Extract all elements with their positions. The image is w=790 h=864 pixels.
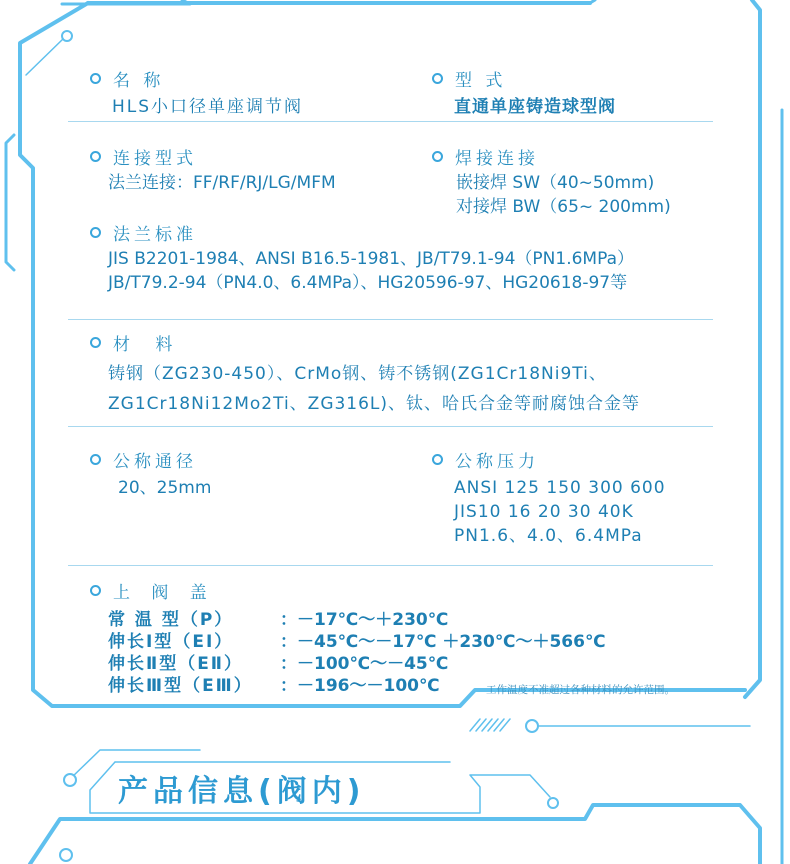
section-label: 公称通径 (113, 452, 197, 472)
section-label: 法兰标准 (113, 225, 197, 245)
section-connection (90, 144, 336, 195)
section-label: 公称压力 (455, 452, 539, 472)
section-line: PN1.6、4.0、6.4MPa (454, 526, 643, 546)
bonnet-range: ：－45℃～－17℃ ＋230℃～＋566℃ (280, 632, 606, 652)
circle-bullet-icon (90, 337, 101, 348)
section-name (90, 66, 303, 119)
section-label: 型 式 (455, 71, 507, 91)
circle-bullet-icon (432, 454, 443, 465)
divider (68, 426, 713, 427)
section-value: 20、25mm (118, 478, 212, 498)
section-label: 焊接连接 (455, 149, 539, 169)
temperature-note: 工作温度不准超过各种材料的允许范围。 (486, 684, 675, 696)
section-line: JIS B2201-1984、ANSI B16.5-1981、JB/T79.1-94（PN1.6MPa） (108, 249, 634, 269)
section-nominal-diameter (90, 447, 211, 500)
bonnet-row (108, 653, 606, 675)
section-material (90, 330, 640, 419)
section-line: ANSI 125 150 300 600 (454, 478, 666, 498)
section-line: 铸钢（ZG230-450）、CrMo钢、铸不锈钢(ZG1Cr18Ni9Ti、 (108, 364, 607, 384)
section-label: 材 料 (113, 335, 183, 355)
bonnet-type: 常 温 型（P） (108, 610, 234, 630)
section-flange-standard (90, 220, 634, 295)
circle-bullet-icon (90, 151, 101, 162)
circle-bullet-icon (90, 454, 101, 465)
divider (68, 121, 713, 122)
circle-bullet-icon (90, 73, 101, 84)
circle-bullet-icon (90, 227, 101, 238)
bonnet-range: ：－196～－100℃ (280, 676, 440, 696)
bonnet-row (108, 609, 606, 631)
bonnet-range: ：－100℃～－45℃ (280, 654, 449, 674)
bonnet-type: 伸长Ⅱ型（EⅡ） (108, 654, 244, 674)
section-value: 直通单座铸造球型阀 (454, 97, 616, 117)
divider (68, 319, 713, 320)
section-line: ZG1Cr18Ni12Mo2Ti、ZG316L)、钛、哈氏合金等耐腐蚀合金等 (108, 394, 641, 414)
section-value: HLS小口径单座调节阀 (112, 97, 304, 117)
circle-bullet-icon (90, 585, 101, 596)
section-line: 嵌接焊 SW（40~50mm) (456, 173, 655, 193)
section-welding (432, 144, 671, 219)
section-value: 法兰连接：FF/RF/RJ/LG/MFM (108, 173, 336, 193)
divider (68, 565, 713, 566)
section-nominal-pressure (432, 447, 666, 548)
bonnet-type: 伸长Ⅲ型（EⅢ） (108, 676, 253, 696)
bonnet-type: 伸长Ⅰ型（EⅠ） (108, 632, 234, 652)
section-bonnet (90, 578, 606, 697)
section-label: 名 称 (113, 71, 165, 91)
section-line: JB/T79.2-94（PN4.0、6.4MPa）、HG20596-97、HG20618-97等 (108, 273, 628, 293)
section-line: 对接焊 BW（65~ 200mm) (456, 197, 671, 217)
banner-title: 产品信息(阀内) (118, 774, 366, 809)
circle-bullet-icon (432, 151, 443, 162)
bonnet-row (108, 631, 606, 653)
bonnet-range: ：－17℃～＋230℃ (280, 610, 449, 630)
section-type (432, 66, 616, 119)
circle-bullet-icon (432, 73, 443, 84)
section-label: 连接型式 (113, 149, 197, 169)
section-line: JIS10 16 20 30 40K (454, 502, 634, 522)
section-label: 上 阀 盖 (113, 583, 215, 603)
